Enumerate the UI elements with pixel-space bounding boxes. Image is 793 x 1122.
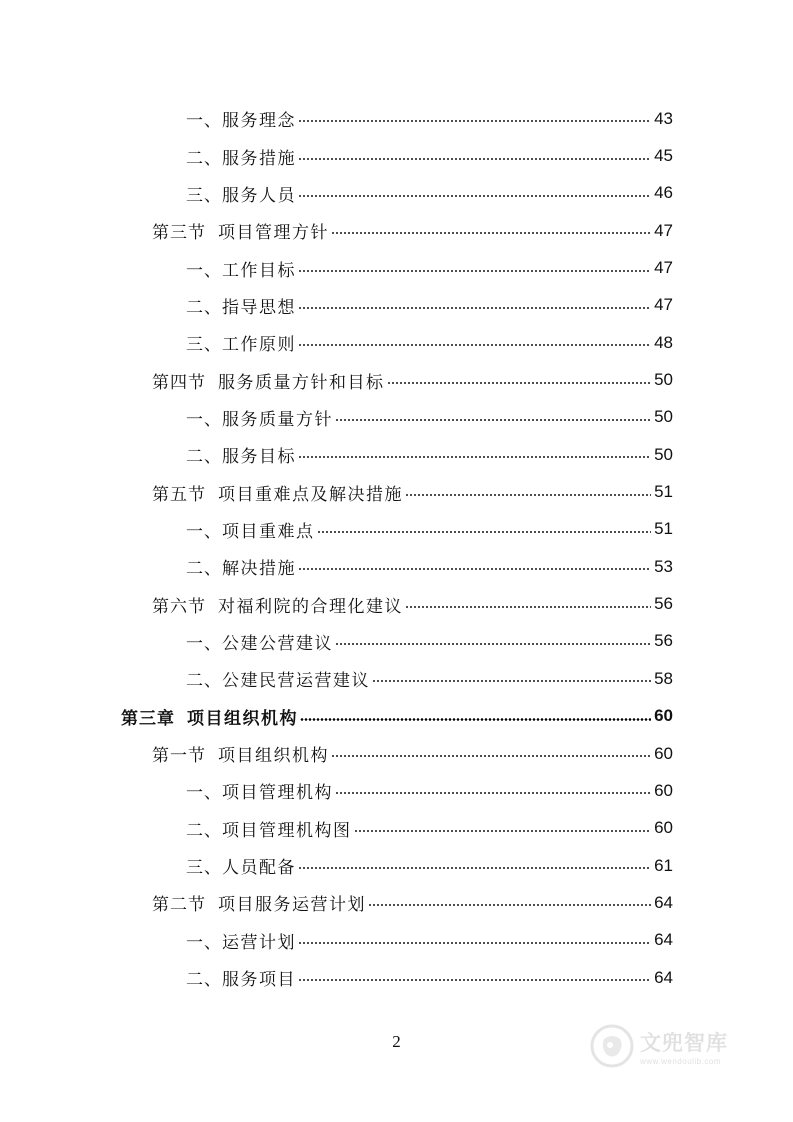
toc-page-number: 51 xyxy=(654,482,673,502)
toc-number: 一、 xyxy=(186,521,222,542)
toc-number: 三、 xyxy=(186,335,222,356)
toc-number: 第五节 xyxy=(152,484,206,505)
toc-page-number: 50 xyxy=(654,444,673,464)
toc-page-number: 56 xyxy=(654,631,673,651)
toc-number: 第一节 xyxy=(152,746,206,767)
toc-title: 服务目标 xyxy=(222,447,296,468)
toc-leader-dots xyxy=(368,904,651,906)
toc-entry-section[interactable] xyxy=(0,361,793,398)
toc-number: 二、 xyxy=(186,671,222,692)
toc-title: 项目管理机构 xyxy=(222,783,333,804)
toc-entry-subsection[interactable] xyxy=(0,959,793,996)
toc-leader-dots xyxy=(354,830,652,832)
toc-title: 公建民营运营建议 xyxy=(222,671,370,692)
toc-number: 第三章 xyxy=(121,708,175,729)
toc-title: 项目组织机构 xyxy=(218,746,329,767)
toc-entry-chapter[interactable] xyxy=(0,698,793,735)
toc-entry-section[interactable] xyxy=(0,473,793,510)
toc-number: 二、 xyxy=(186,970,222,991)
toc-leader-dots xyxy=(331,232,651,234)
toc-title: 服务项目 xyxy=(222,970,296,991)
toc-number: 第二节 xyxy=(152,895,206,916)
toc-leader-dots xyxy=(298,120,651,122)
toc-entry-section[interactable] xyxy=(0,884,793,921)
toc-number: 一、 xyxy=(186,260,222,281)
table-of-contents xyxy=(0,100,793,996)
toc-page-number: 58 xyxy=(654,668,673,688)
toc-leader-dots xyxy=(298,270,651,272)
toc-entry-subsection[interactable] xyxy=(0,548,793,585)
watermark-url: www.wendoulib.com xyxy=(640,1056,721,1066)
toc-leader-dots xyxy=(405,494,651,496)
toc-page-number: 45 xyxy=(654,146,673,166)
toc-title: 服务质量方针和目标 xyxy=(218,372,385,393)
toc-page-number: 47 xyxy=(654,220,673,240)
toc-number: 第四节 xyxy=(152,372,206,393)
toc-title: 服务质量方针 xyxy=(222,409,333,430)
toc-entry-section[interactable] xyxy=(0,585,793,622)
toc-number: 一、 xyxy=(186,111,222,132)
toc-page-number: 60 xyxy=(654,780,673,800)
toc-title: 指导思想 xyxy=(222,297,296,318)
toc-number: 一、 xyxy=(186,633,222,654)
toc-leader-dots xyxy=(387,382,652,384)
toc-entry-subsection[interactable] xyxy=(0,922,793,959)
toc-leader-dots xyxy=(298,867,651,869)
toc-entry-section[interactable] xyxy=(0,735,793,772)
toc-title: 公建公营建议 xyxy=(222,633,333,654)
toc-number: 二、 xyxy=(186,559,222,580)
toc-title: 人员配备 xyxy=(222,858,296,879)
toc-page-number: 60 xyxy=(654,706,673,726)
toc-entry-subsection[interactable] xyxy=(0,511,793,548)
toc-number: 一、 xyxy=(186,932,222,953)
toc-page-number: 46 xyxy=(654,183,673,203)
toc-leader-dots xyxy=(335,419,651,421)
toc-number: 一、 xyxy=(186,783,222,804)
toc-page-number: 64 xyxy=(654,892,673,912)
toc-number: 二、 xyxy=(186,820,222,841)
toc-number: 第三节 xyxy=(152,223,206,244)
toc-page-number: 64 xyxy=(654,967,673,987)
toc-title: 服务措施 xyxy=(222,148,296,169)
toc-page-number: 61 xyxy=(654,855,673,875)
toc-leader-dots xyxy=(335,643,651,645)
toc-title: 项目重难点 xyxy=(222,521,315,542)
toc-entry-subsection[interactable] xyxy=(0,175,793,212)
toc-number: 一、 xyxy=(186,409,222,430)
toc-title: 项目管理方针 xyxy=(218,223,329,244)
toc-number: 二、 xyxy=(186,148,222,169)
toc-number: 二、 xyxy=(186,297,222,318)
toc-title: 服务人员 xyxy=(222,185,296,206)
toc-title: 项目组织机构 xyxy=(187,708,298,729)
toc-page-number: 60 xyxy=(654,818,673,838)
toc-title: 对福利院的合理化建议 xyxy=(218,596,403,617)
toc-entry-subsection[interactable] xyxy=(0,436,793,473)
watermark-title: 文兜智库 xyxy=(640,1030,728,1055)
toc-entry-subsection[interactable] xyxy=(0,399,793,436)
toc-entry-subsection[interactable] xyxy=(0,100,793,137)
toc-leader-dots xyxy=(298,456,651,458)
watermark xyxy=(590,1022,760,1070)
toc-title: 项目重难点及解决措施 xyxy=(218,484,403,505)
toc-leader-dots xyxy=(300,718,651,721)
toc-number: 三、 xyxy=(186,858,222,879)
toc-entry-subsection[interactable] xyxy=(0,324,793,361)
toc-title: 解决措施 xyxy=(222,559,296,580)
toc-entry-subsection[interactable] xyxy=(0,137,793,174)
toc-page-number: 43 xyxy=(654,108,673,128)
toc-entry-section[interactable] xyxy=(0,212,793,249)
toc-number: 三、 xyxy=(186,185,222,206)
wendou-logo-icon xyxy=(590,1024,634,1068)
toc-leader-dots xyxy=(298,568,651,570)
toc-leader-dots xyxy=(298,158,651,160)
toc-leader-dots xyxy=(298,979,651,981)
toc-page-number: 48 xyxy=(654,332,673,352)
toc-leader-dots xyxy=(372,680,651,682)
toc-title: 服务理念 xyxy=(222,111,296,132)
toc-page-number: 47 xyxy=(654,295,673,315)
toc-title: 工作目标 xyxy=(222,260,296,281)
toc-entry-subsection[interactable] xyxy=(0,249,793,286)
toc-leader-dots xyxy=(405,606,651,608)
toc-number: 二、 xyxy=(186,447,222,468)
toc-page-number: 56 xyxy=(654,594,673,614)
toc-title: 运营计划 xyxy=(222,932,296,953)
toc-page-number: 53 xyxy=(654,556,673,576)
toc-leader-dots xyxy=(331,755,651,757)
toc-entry-subsection[interactable] xyxy=(0,810,793,847)
toc-leader-dots xyxy=(298,344,651,346)
toc-title: 工作原则 xyxy=(222,335,296,356)
toc-entry-subsection[interactable] xyxy=(0,660,793,697)
toc-entry-subsection[interactable] xyxy=(0,623,793,660)
toc-leader-dots xyxy=(298,942,651,944)
toc-number: 第六节 xyxy=(152,596,206,617)
toc-page-number: 60 xyxy=(654,743,673,763)
toc-page-number: 51 xyxy=(654,519,673,539)
toc-page-number: 50 xyxy=(654,407,673,427)
toc-page-number: 47 xyxy=(654,258,673,278)
toc-leader-dots xyxy=(298,307,651,309)
toc-entry-subsection[interactable] xyxy=(0,772,793,809)
page-number: 2 xyxy=(392,1032,401,1051)
toc-leader-dots xyxy=(317,531,652,533)
toc-leader-dots xyxy=(335,792,651,794)
toc-page-number: 64 xyxy=(654,930,673,950)
toc-entry-subsection[interactable] xyxy=(0,847,793,884)
toc-title: 项目服务运营计划 xyxy=(218,895,366,916)
toc-leader-dots xyxy=(298,195,651,197)
toc-entry-subsection[interactable] xyxy=(0,287,793,324)
toc-page-number: 50 xyxy=(654,370,673,390)
toc-title: 项目管理机构图 xyxy=(222,820,352,841)
